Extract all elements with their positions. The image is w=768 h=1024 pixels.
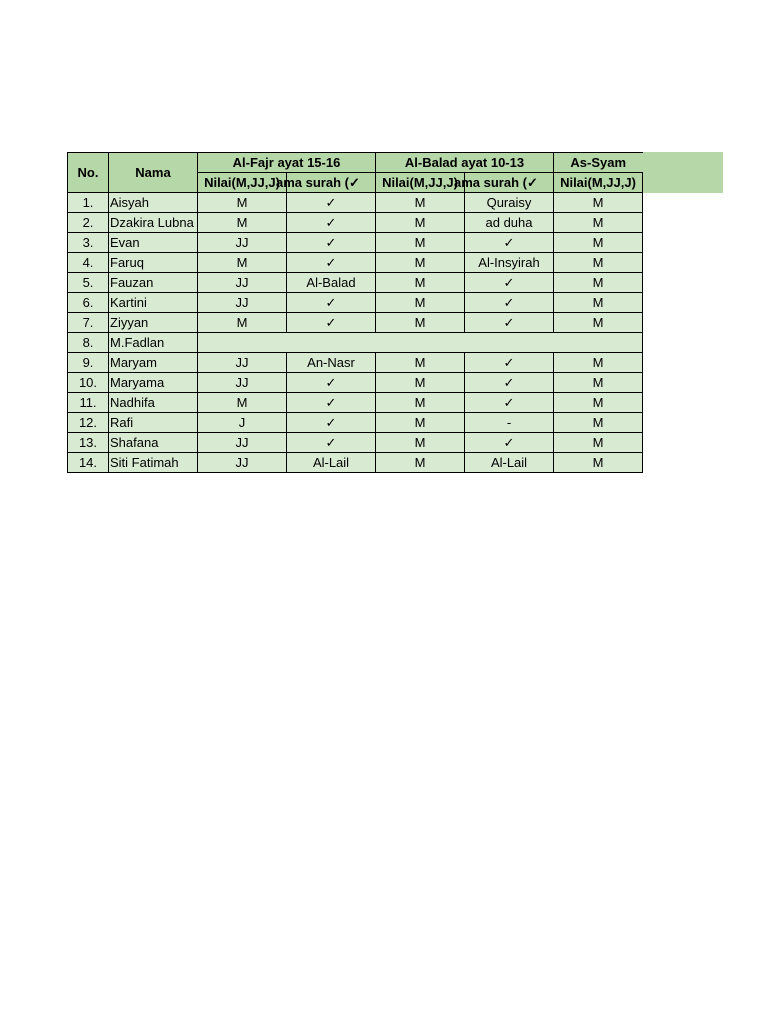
cell-surah-al-fajr[interactable]: An-Nasr [287,353,376,373]
cell-no[interactable]: 7. [68,313,109,333]
cell-no[interactable]: 1. [68,193,109,213]
header-group-al-balad[interactable]: Al-Balad ayat 10-13 [376,153,554,173]
header-group-as-syam[interactable]: As-Syam [554,153,643,173]
cell-surah-al-balad[interactable]: ✓ [465,233,554,253]
cell-nilai-al-balad[interactable]: M [376,253,465,273]
cell-nilai-as-syam[interactable]: M [554,213,643,233]
cell-nilai-al-fajr[interactable]: M [198,393,287,413]
cell-no[interactable]: 12. [68,413,109,433]
table-header [68,153,643,193]
cell-nilai-as-syam[interactable]: M [554,453,643,473]
cell-name[interactable]: Nadhifa [109,393,198,413]
cell-name[interactable]: Maryama [109,373,198,393]
cell-no[interactable]: 5. [68,273,109,293]
table-row [68,373,643,393]
cell-nilai-al-fajr[interactable]: JJ [198,233,287,253]
header-no[interactable]: No. [68,153,109,193]
cell-no[interactable]: 3. [68,233,109,253]
cell-name[interactable]: Ziyyan [109,313,198,333]
table-row [68,193,643,213]
table-row [68,413,643,433]
cell-nilai-al-balad[interactable]: M [376,193,465,213]
table-row [68,333,643,353]
cell-surah-al-balad[interactable]: ✓ [465,313,554,333]
cell-surah-al-fajr[interactable]: ✓ [287,313,376,333]
cell-name[interactable]: Evan [109,233,198,253]
cell-nilai-as-syam[interactable]: M [554,233,643,253]
cell-name[interactable]: Dzakira Lubna [109,213,198,233]
cell-nilai-al-fajr[interactable]: JJ [198,353,287,373]
table-row [68,273,643,293]
cell-nilai-as-syam[interactable]: M [554,373,643,393]
cell-no[interactable]: 14. [68,453,109,473]
cell-no[interactable]: 2. [68,213,109,233]
cell-surah-al-balad[interactable]: Quraisy [465,193,554,213]
table-row [68,353,643,373]
cell-surah-al-fajr[interactable]: ✓ [287,413,376,433]
cell-empty-merged[interactable] [198,333,643,353]
spreadsheet [67,152,643,473]
cell-nilai-al-fajr[interactable]: M [198,193,287,213]
cell-nilai-al-balad[interactable]: M [376,353,465,373]
cell-name[interactable]: M.Fadlan [109,333,198,353]
table-row [68,393,643,413]
cell-no[interactable]: 11. [68,393,109,413]
cell-surah-al-fajr[interactable]: ✓ [287,193,376,213]
cell-surah-al-fajr[interactable]: Al-Lail [287,453,376,473]
cell-name[interactable]: Maryam [109,353,198,373]
header-fill-extension [635,152,723,193]
cell-no[interactable]: 6. [68,293,109,313]
header-nama-surah[interactable]: ama surah (✓ [465,173,554,193]
cell-nilai-as-syam[interactable]: M [554,273,643,293]
table-row [68,453,643,473]
cell-surah-al-balad[interactable]: ✓ [465,433,554,453]
table-row [68,293,643,313]
header-nilai[interactable]: Nilai(M,JJ,J) [376,173,465,193]
cell-nilai-al-balad[interactable]: M [376,233,465,253]
cell-nilai-al-fajr[interactable]: JJ [198,373,287,393]
cell-nilai-al-balad[interactable]: M [376,433,465,453]
cell-surah-al-balad[interactable]: ✓ [465,393,554,413]
cell-surah-al-fajr[interactable]: ✓ [287,433,376,453]
cell-name[interactable]: Faruq [109,253,198,273]
cell-surah-al-balad[interactable]: ✓ [465,293,554,313]
cell-nilai-al-balad[interactable]: M [376,453,465,473]
cell-nilai-al-balad[interactable]: M [376,213,465,233]
cell-surah-al-fajr[interactable]: ✓ [287,213,376,233]
cell-nilai-as-syam[interactable]: M [554,413,643,433]
cell-name[interactable]: Fauzan [109,273,198,293]
cell-nilai-al-balad[interactable]: M [376,293,465,313]
cell-surah-al-fajr[interactable]: ✓ [287,293,376,313]
header-group-al-fajr[interactable]: Al-Fajr ayat 15-16 [198,153,376,173]
cell-name[interactable]: Rafi [109,413,198,433]
cell-nilai-al-fajr[interactable]: JJ [198,433,287,453]
header-nilai[interactable]: Nilai(M,JJ,J) [554,173,643,193]
cell-nilai-al-balad[interactable]: M [376,273,465,293]
cell-surah-al-fajr[interactable]: ✓ [287,233,376,253]
cell-nilai-al-fajr[interactable]: JJ [198,293,287,313]
table-row [68,213,643,233]
cell-nilai-as-syam[interactable]: M [554,293,643,313]
cell-nilai-as-syam[interactable]: M [554,393,643,413]
cell-surah-al-balad[interactable]: Al-Insyirah [465,253,554,273]
header-nilai[interactable]: Nilai(M,JJ,J) [198,173,287,193]
table-row [68,233,643,253]
cell-surah-al-balad[interactable]: ✓ [465,273,554,293]
cell-nilai-as-syam[interactable]: M [554,353,643,373]
header-name[interactable]: Nama [109,153,198,193]
cell-name[interactable]: Siti Fatimah [109,453,198,473]
table-row [68,433,643,453]
cell-nilai-as-syam[interactable]: M [554,313,643,333]
cell-surah-al-balad[interactable]: Al-Lail [465,453,554,473]
cell-surah-al-balad[interactable]: ad duha [465,213,554,233]
cell-name[interactable]: Aisyah [109,193,198,213]
cell-nilai-al-fajr[interactable]: JJ [198,453,287,473]
header-row-groups [68,153,643,173]
cell-name[interactable]: Shafana [109,433,198,453]
grade-table [67,152,643,473]
cell-no[interactable]: 13. [68,433,109,453]
header-nama-surah[interactable]: ama surah (✓ [287,173,376,193]
cell-nilai-al-fajr[interactable]: JJ [198,273,287,293]
cell-surah-al-fajr[interactable]: ✓ [287,373,376,393]
cell-surah-al-balad[interactable]: ✓ [465,353,554,373]
cell-surah-al-fajr[interactable]: Al-Balad [287,273,376,293]
cell-nilai-al-fajr[interactable]: M [198,213,287,233]
cell-no[interactable]: 8. [68,333,109,353]
cell-nilai-al-balad[interactable]: M [376,393,465,413]
cell-nilai-al-fajr[interactable]: M [198,253,287,273]
cell-name[interactable]: Kartini [109,293,198,313]
cell-no[interactable]: 9. [68,353,109,373]
table-body [68,193,643,473]
cell-surah-al-fajr[interactable]: ✓ [287,393,376,413]
cell-surah-al-balad[interactable]: - [465,413,554,433]
cell-nilai-as-syam[interactable]: M [554,433,643,453]
cell-nilai-al-balad[interactable]: M [376,313,465,333]
cell-nilai-as-syam[interactable]: M [554,193,643,213]
cell-nilai-al-fajr[interactable]: M [198,313,287,333]
cell-surah-al-balad[interactable]: ✓ [465,373,554,393]
cell-nilai-al-balad[interactable]: M [376,373,465,393]
table-row [68,313,643,333]
table-row [68,253,643,273]
cell-no[interactable]: 10. [68,373,109,393]
cell-surah-al-fajr[interactable]: ✓ [287,253,376,273]
cell-nilai-as-syam[interactable]: M [554,253,643,273]
cell-nilai-al-fajr[interactable]: J [198,413,287,433]
cell-nilai-al-balad[interactable]: M [376,413,465,433]
cell-no[interactable]: 4. [68,253,109,273]
